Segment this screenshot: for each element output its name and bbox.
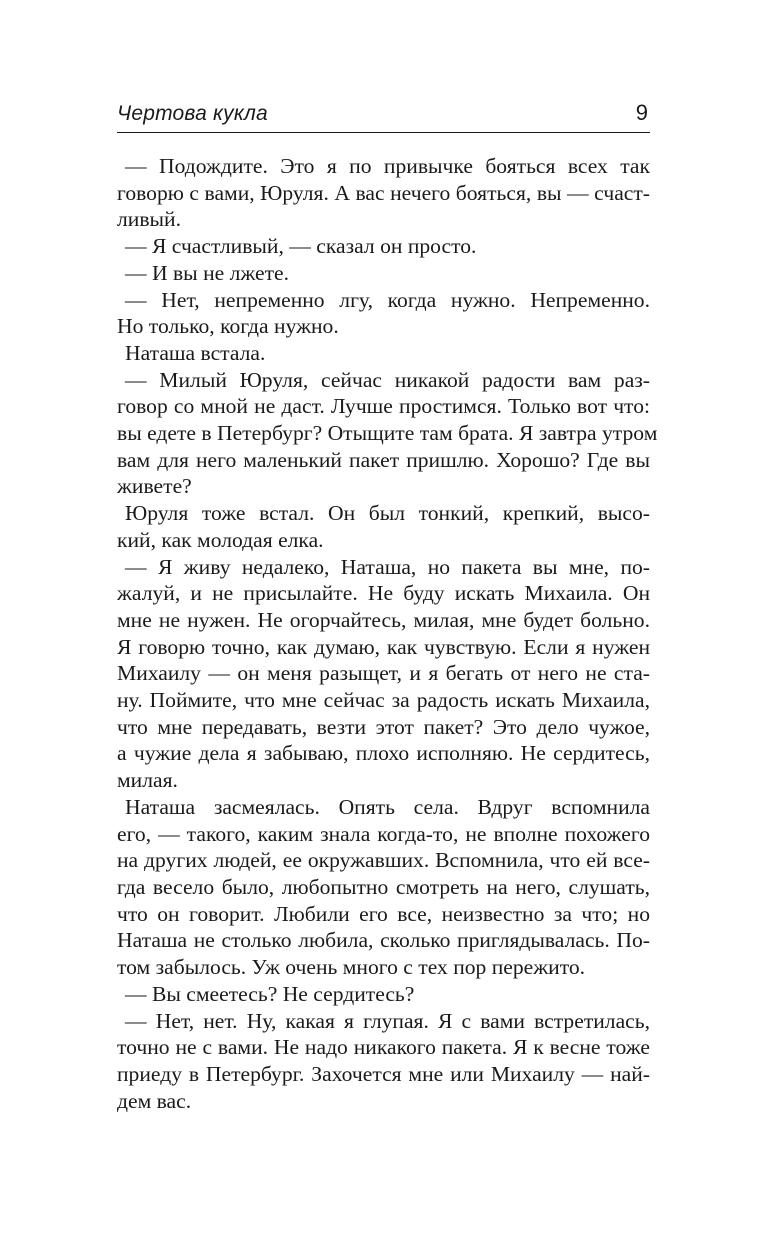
text-line: что мне передавать, везти этот пакет? Это дело чужое,: [117, 714, 650, 739]
text-line: мне не нужен. Не огорчайтесь, милая, мне будет больно.: [117, 607, 650, 632]
text-line: милая.: [117, 768, 178, 793]
text-line: — Милый Юруля, сейчас никакой радости вам раз-: [125, 367, 650, 392]
paragraph: [117, 367, 658, 501]
text-line: точно не с вами. Не надо никакого пакета. Я к весне тоже: [117, 1035, 650, 1060]
text-line: вам для него маленький пакет пришлю. Хорошо? Где вы: [117, 447, 650, 472]
text-line: Я говорю точно, как думаю, как чувствую. Если я нужен: [117, 634, 650, 659]
paragraph: [117, 981, 650, 1008]
text-line: что он говорит. Любили его все, неизвестно за что; но: [117, 901, 650, 926]
paragraph: [117, 500, 650, 553]
paragraph: [117, 153, 650, 233]
text-line: ливый.: [117, 207, 181, 232]
body-text: [117, 153, 658, 1114]
text-line: — И вы не лжете.: [125, 260, 290, 285]
text-line: Михаилу — он меня разыщет, и я бегать от него не ста-: [117, 661, 650, 686]
paragraph: [117, 1008, 650, 1115]
paragraph: [117, 260, 650, 287]
text-line: живете?: [117, 474, 192, 499]
running-title: Чертова кукла: [117, 102, 268, 125]
text-line: — Вы смеетесь? Не сердитесь?: [125, 981, 415, 1006]
text-line: гда весело было, любопытно смотреть на него, слушать,: [117, 874, 650, 899]
text-line: Юруля тоже встал. Он был тонкий, крепкий, высо-: [125, 501, 650, 526]
running-header: [117, 100, 650, 133]
text-line: — Нет, нет. Ну, какая я глупая. Я с вами встретилась,: [125, 1008, 650, 1033]
text-line: — Я счастливый, — сказал он просто.: [125, 234, 477, 259]
paragraph: [117, 287, 650, 340]
text-line: Наташа засмеялась. Опять села. Вдруг вспомнила: [125, 794, 650, 819]
text-line: приеду в Петербург. Захочется мне или Михаилу — най-: [117, 1061, 650, 1086]
page-number: 9: [635, 100, 648, 125]
text-line: а чужие дела я забываю, плохо исполняю. Не сердитесь,: [117, 741, 650, 766]
text-line: кий, как молодая елка.: [117, 527, 324, 552]
text-line: жалуй, и не присылайте. Не буду искать Михаила. Он: [117, 581, 650, 606]
text-line: — Подождите. Это я по привычке бояться всех так: [125, 154, 650, 178]
text-line: говорю с вами, Юруля. А вас нечего бояться, вы — счаст-: [117, 180, 650, 205]
text-line: Наташа не столько любила, сколько приглядывалась. По-: [117, 928, 650, 953]
text-line: говор со мной не даст. Лучше простимся. Только вот что:: [117, 394, 650, 419]
text-line: на других людей, ее окружавших. Вспомнила, что ей все-: [117, 848, 650, 873]
text-line: — Я живу недалеко, Наташа, но пакета вы мне, по-: [125, 554, 650, 579]
paragraph: [117, 794, 650, 981]
text-line: Но только, когда нужно.: [117, 314, 339, 339]
paragraph: [117, 554, 650, 794]
text-line: дем вас.: [117, 1088, 192, 1113]
text-line: его, — такого, каким знала когда-то, не вполне похожего: [117, 821, 650, 846]
text-line: ну. Поймите, что мне сейчас за радость искать Михаила,: [117, 688, 650, 713]
paragraph: [117, 340, 650, 367]
paragraph: [117, 233, 650, 260]
text-line: — Нет, непременно лгу, когда нужно. Непременно.: [125, 287, 650, 312]
text-line: вы едете в Петербург? Отыщите там брата. Я завтра утром: [117, 421, 658, 446]
text-line: том забылось. Уж очень много с тех пор пережито.: [117, 955, 586, 980]
text-line: Наташа встала.: [125, 340, 266, 365]
